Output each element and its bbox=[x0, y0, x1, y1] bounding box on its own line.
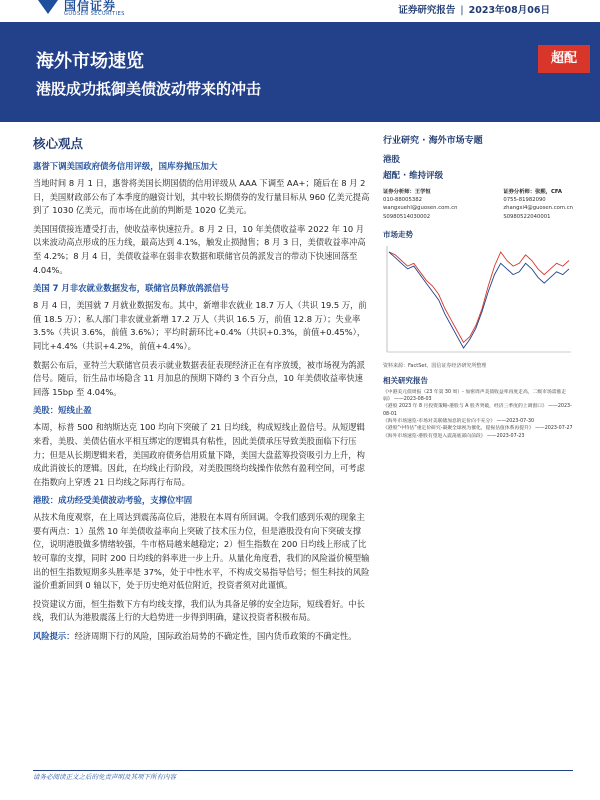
section-title: 核心观点 bbox=[33, 136, 84, 151]
block-heading: 美股：短线止盈 bbox=[33, 405, 92, 416]
related-item[interactable]: 《海外市场速览-市场对美联储加息的定价向不充分》 ——2023-07-30 bbox=[383, 419, 535, 424]
series-line-0 bbox=[389, 252, 569, 342]
related-item[interactable]: 《海外市场速览-港股有望进入震荡底部向前段》 ——2023-07-23 bbox=[383, 433, 525, 439]
logo-sub: GUOSEN SECURITIES bbox=[64, 11, 125, 17]
related-item[interactable]: 《港股“中特估”重定价研究-凝聚全球视为催化，提振估值体系再提升》 ——2023-07-27 bbox=[383, 426, 573, 432]
report-date: 2023年08月06日 bbox=[468, 5, 550, 16]
logo-mark-icon bbox=[38, 0, 58, 14]
footer-disclaimer: 请务必阅读正文之后的免责声明及其项下所有内容 bbox=[33, 773, 176, 781]
page-subtitle: 港股成功抵御美债波动带来的冲击 bbox=[36, 80, 262, 98]
analyst-name: 王学恒 bbox=[414, 189, 431, 195]
related-title: 相关研究报告 bbox=[383, 375, 428, 385]
paragraph: 数据公布后，亚特兰大联储官员表示就业数据表征表现经济正在有序放缓，被市场视为鸽派信号。随后，衍生品市场隐含 11 月加息的预期下降约 3 个百分点，10 年美债收益率快速回落 15bp 至 4.04%。 bbox=[33, 359, 365, 397]
analyst-phone: 0755-81982090 bbox=[503, 197, 546, 204]
page-title: 海外市场速览 bbox=[36, 51, 144, 72]
rating-label: 超配 · 维持评级 bbox=[383, 171, 444, 181]
market-label: 港股 bbox=[383, 155, 401, 165]
brand-logo bbox=[38, 0, 158, 22]
analyst-cert: S0980522040001 bbox=[503, 213, 551, 220]
footer-divider bbox=[33, 770, 573, 771]
related-item[interactable]: 《港股 2023 年 8 月投资策略-港股与 A 股齐突破，经济三季度的上调窗口》 ——2023-08-01 bbox=[383, 404, 572, 417]
rating-badge: 超配 bbox=[538, 45, 590, 73]
title-banner bbox=[0, 22, 600, 122]
sidebar bbox=[383, 134, 573, 440]
paragraph: 美国国债接连遭受打击，使收益率快速拉升。8 月 2 日，10 年美债收益率 2022 年 10 月以来波动高点形成的压力线，最高达到 4.1%，触发止损抛售；8 月 3 日，美债收益率冲高至 4.2%；8 月 4 日，美债收益率在弱非农数据和联储官员鸽派发言的带动下快速回落至 4.04%。 bbox=[33, 223, 366, 275]
logo-name: 国信证券 bbox=[64, 0, 117, 13]
paragraph: 从技术角度观察，在上周达到震荡高位后，港股在本周有所回调。令我们感到乐观的现象主要有两点：1）虽然 10 年美债收益率向上突破了技术压力位，但是港股没有向下突破支撑位，说明港股做多情绪较强，牛市格局越来越稳定；2）恒生指数在 200 日均线上形成了比较可靠的支撑，同时 200 日均线的斜率进一步上升。从量化角度看，我们的风险溢价模型输出的恒生指数短期多头胜率是 37%，处于中性水平，不构成交易指导信号；恒生科技的风险溢价重新回到 0 轴以下，处于历史绝对低位附近，投资者须对此谨慎。 bbox=[33, 512, 370, 591]
block-heading: 港股：成功经受美债波动考验，支撑位牢固 bbox=[33, 495, 193, 506]
analyst-cert: S0980514030002 bbox=[383, 213, 431, 220]
paragraph: 投资建议方面，恒生指数下方有均线支撑，我们认为具备足够的安全边际，短线看好。中长线，我们认为港股震荡上行的大趋势进一步得到明确，建议投资者积极布局。 bbox=[33, 598, 365, 623]
series-layer bbox=[389, 252, 569, 348]
report-category: 行业研究 · 海外市场专题 bbox=[383, 136, 483, 146]
analyst-email[interactable]: wangxuehl@guosen.com.cn bbox=[383, 205, 458, 212]
analyst-name: 张熙，CFA bbox=[535, 189, 563, 195]
block-heading: 美国 7 月非农就业数据发布，联储官员释放鸽派信号 bbox=[33, 283, 229, 294]
market-trend-chart bbox=[383, 244, 573, 356]
block-heading: 惠誉下调美国政府债务信用评级，国库券抛压加大 bbox=[33, 161, 218, 171]
chart-title: 市场走势 bbox=[383, 229, 413, 239]
risk-label: 风险提示： bbox=[33, 631, 75, 642]
report-type: 证券研究报告 bbox=[398, 5, 456, 16]
paragraph: 本周，标普 500 和纳斯达克 100 均向下突破了 21 日均线，构成短线止盈信号。从短逻辑来看，美股、美债估值水平相互绑定的逻辑具有粘性，因此美债承压导致美股面临下行压力；但是从长期逻辑来看，美国政府债务信用质量下降，美国大盘蓝筹投资吸引力上升，构成此消彼长的逻辑。因此，在均线止行阶段，对美股围绕均线操作依然有盈利空间，可考虑在指数向上穿透 21 日均线之际再行布局。 bbox=[33, 422, 365, 487]
analyst-email[interactable]: zhangxi4@guosen.com.cn bbox=[503, 205, 573, 212]
chart-source: 资料来源：FactSet、国信证券经济研究所整理 bbox=[383, 362, 487, 369]
analyst-role: 证券分析师： bbox=[383, 189, 415, 195]
report-meta: 证券研究报告 | 2023年08月06日 bbox=[398, 5, 550, 16]
main-content bbox=[33, 134, 371, 649]
risk-text: 经济周期下行的风险，国际政治局势的不确定性，国内货币政策的不确定性。 bbox=[74, 631, 357, 642]
paragraph: 8 月 4 日，美国就 7 月就业数据发布。其中，新增非农就业 18.7 万人（共识 19.5 万，前值 18.5 万）；私人部门非农就业新增 17.2 万人（共识 16.5 万，前值 12.8 万）；失业率 3.5%（共识 3.6%，前值 3.6%）；平均时薪环比+0.4%（共识+0.3%，前值+0.45%），同比+4.4%（共识+4.2%，前值+4.4%）。 bbox=[33, 300, 367, 351]
related-item[interactable]: 《中港美元债周报（23 年第 30 周）- 加密周声美债收益率再度走高，二级市场需涨走弱》 ——2023-08-03 bbox=[383, 389, 567, 403]
analyst-role: 证券分析师： bbox=[503, 189, 536, 195]
analyst-card bbox=[503, 188, 573, 221]
paragraph: 当地时间 8 月 1 日，惠誉将美国长期国债的信用评级从 AAA 下调至 AA+；随后在 8 月 2 日，美国财政部公布了本季度的融资计划，其中较长期债券的发行量目标从 960 亿美元提高到了 1030 亿美元，而市场在此前的判断是 1020 亿美元。 bbox=[33, 178, 370, 216]
analyst-phone: 010-88005382 bbox=[383, 197, 422, 204]
analyst-card bbox=[383, 188, 457, 221]
analyst-list bbox=[383, 188, 573, 221]
risk-note bbox=[33, 630, 371, 644]
